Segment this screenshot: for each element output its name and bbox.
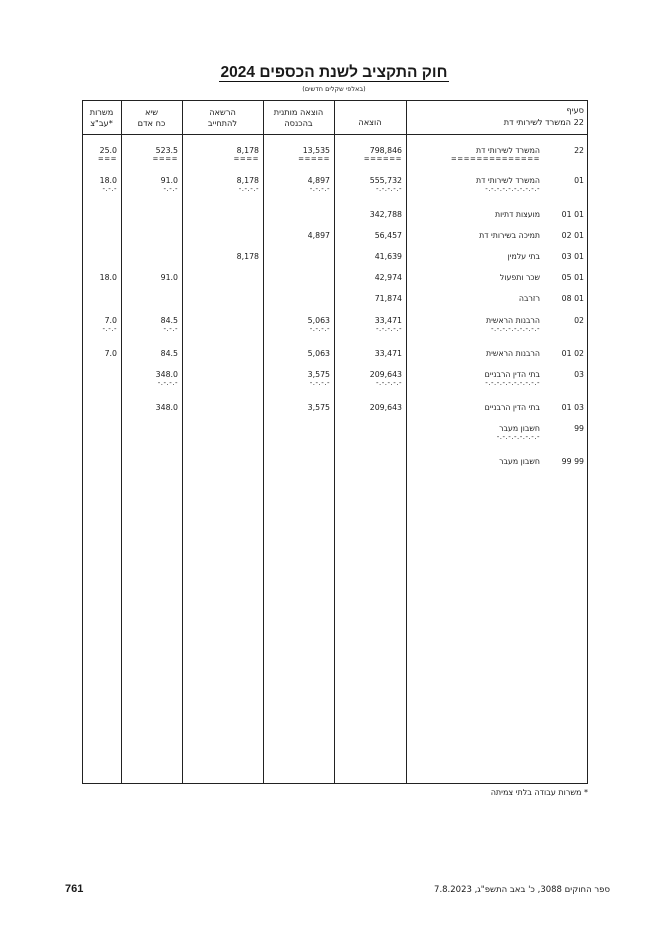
cell-name: בתי הדין הרבניים (484, 370, 540, 379)
cell-authorization: 8,178 (236, 146, 259, 155)
footnote: * משרות עבודה בלתי צמיתה (490, 788, 588, 797)
cell-conditional: 13,535 (302, 146, 330, 155)
cell-code: 02 01 (561, 349, 584, 358)
header-manpower: שיא כח אדם (137, 107, 166, 128)
cell-name: המשרד לשירותי דת (475, 146, 540, 155)
cell-expense: 33,471 (374, 316, 402, 325)
cell-expense: 41,639 (374, 252, 402, 261)
cell-name: המשרד לשירותי דת (475, 176, 540, 185)
cell-workers: 18.0 (99, 273, 117, 282)
cell-conditional: 5,063 (307, 349, 330, 358)
cell-code: 03 (574, 370, 584, 379)
cell-workers: 18.0 (99, 176, 117, 185)
underline-name: -.-.-.-.-.-.-.-.-.- (485, 379, 540, 387)
cell-name: שכר ותפעול (499, 273, 540, 282)
cell-conditional: 3,575 (307, 403, 330, 412)
underline-expense: -.-.-.-.- (375, 325, 402, 333)
cell-workers: 25.0 (99, 146, 117, 155)
underline-manpower: ==== (152, 155, 178, 163)
underline-manpower: -.-.- (163, 325, 178, 333)
underline-authorization: ==== (233, 155, 259, 163)
cell-conditional: 4,897 (307, 231, 330, 240)
cell-conditional: 5,063 (307, 316, 330, 325)
cell-code: 99 99 (561, 457, 584, 466)
underline-conditional: -.-.-.- (309, 325, 330, 333)
underline-name: ============== (450, 155, 540, 163)
cell-manpower: 348.0 (155, 403, 178, 412)
header-workers: משרות עב"צ* (89, 107, 114, 128)
header-expense: הוצאה (358, 117, 382, 127)
cell-manpower: 84.5 (160, 349, 178, 358)
underline-authorization: -.-.-.- (238, 185, 259, 193)
cell-name: הרבנות הראשית (486, 316, 540, 325)
cell-code: 22 (574, 146, 584, 155)
cell-workers: 7.0 (104, 316, 117, 325)
underline-name: -.-.-.-.-.-.-.-.- (490, 325, 540, 333)
header-section-title: 22 המשרד לשירותי דת (503, 117, 584, 127)
cell-name: תמיכה בשירותי דת (479, 231, 540, 240)
underline-name: -.-.-.-.-.-.-.- (496, 433, 540, 441)
cell-authorization: 8,178 (236, 252, 259, 261)
page-subtitle: (באלפי שקלים חדשים) (302, 85, 366, 93)
header-conditional-expense: הוצאה מותנית בהכנסה (273, 107, 324, 128)
cell-expense: 798,846 (369, 146, 402, 155)
cell-code: 01 01 (561, 210, 584, 219)
header-divider (82, 134, 588, 135)
cell-workers: 7.0 (104, 349, 117, 358)
underline-expense: ====== (363, 155, 402, 163)
publication-source: ספר החוקים 3088, כ' באב התשפ"ג, 7.8.2023 (434, 885, 610, 895)
underline-workers: -.-.- (102, 325, 117, 333)
column-divider (406, 100, 407, 784)
cell-code: 01 02 (561, 231, 584, 240)
cell-name: חשבון מעבר (499, 424, 540, 433)
cell-manpower: 84.5 (160, 316, 178, 325)
underline-expense: -.-.-.-.- (375, 185, 402, 193)
cell-expense: 555,732 (369, 176, 402, 185)
cell-manpower: 523.5 (155, 146, 178, 155)
cell-code: 03 01 (561, 403, 584, 412)
column-divider (121, 100, 122, 784)
cell-code: 01 (574, 176, 584, 185)
cell-name: בתי עלמין (507, 252, 540, 261)
underline-conditional: -.-.-.- (309, 379, 330, 387)
cell-name: הרבנות הראשית (486, 349, 540, 358)
cell-expense: 342,788 (369, 210, 402, 219)
cell-conditional: 3,575 (307, 370, 330, 379)
cell-manpower: 91.0 (160, 273, 178, 282)
cell-conditional: 4,897 (307, 176, 330, 185)
page-title: חוק התקציב לשנת הכספים 2024 (220, 64, 448, 81)
cell-expense: 56,457 (374, 231, 402, 240)
column-divider (334, 100, 335, 784)
cell-expense: 42,974 (374, 273, 402, 282)
cell-code: 01 05 (561, 273, 584, 282)
cell-authorization: 8,178 (236, 176, 259, 185)
underline-name: -.-.-.-.-.-.-.-.-.- (485, 185, 540, 193)
cell-expense: 209,643 (369, 403, 402, 412)
cell-expense: 33,471 (374, 349, 402, 358)
underline-expense: -.-.-.-.- (375, 379, 402, 387)
cell-name: מועצות דתיות (494, 210, 540, 219)
page-number: 761 (65, 883, 84, 895)
cell-code: 01 08 (561, 294, 584, 303)
underline-workers: -.-.- (102, 185, 117, 193)
cell-name: חשבון מעבר (499, 457, 540, 466)
underline-conditional: -.-.-.- (309, 185, 330, 193)
underline-conditional: ===== (298, 155, 330, 163)
underline-manpower: -.-.- (163, 185, 178, 193)
underline-manpower: -.-.-.- (157, 379, 178, 387)
cell-code: 99 (574, 424, 584, 433)
cell-expense: 71,874 (374, 294, 402, 303)
column-divider (182, 100, 183, 784)
cell-expense: 209,643 (369, 370, 402, 379)
cell-manpower: 348.0 (155, 370, 178, 379)
column-divider (263, 100, 264, 784)
cell-name: בתי הדין הרבניים (484, 403, 540, 412)
cell-manpower: 91.0 (160, 176, 178, 185)
cell-code: 02 (574, 316, 584, 325)
header-authorization: הרשאה להתחייב (207, 107, 238, 128)
budget-table-frame (82, 100, 588, 784)
cell-code: 01 03 (561, 252, 584, 261)
underline-workers: === (97, 155, 117, 163)
cell-name: רזרבה (518, 294, 540, 303)
header-section: סעיף (566, 105, 584, 115)
